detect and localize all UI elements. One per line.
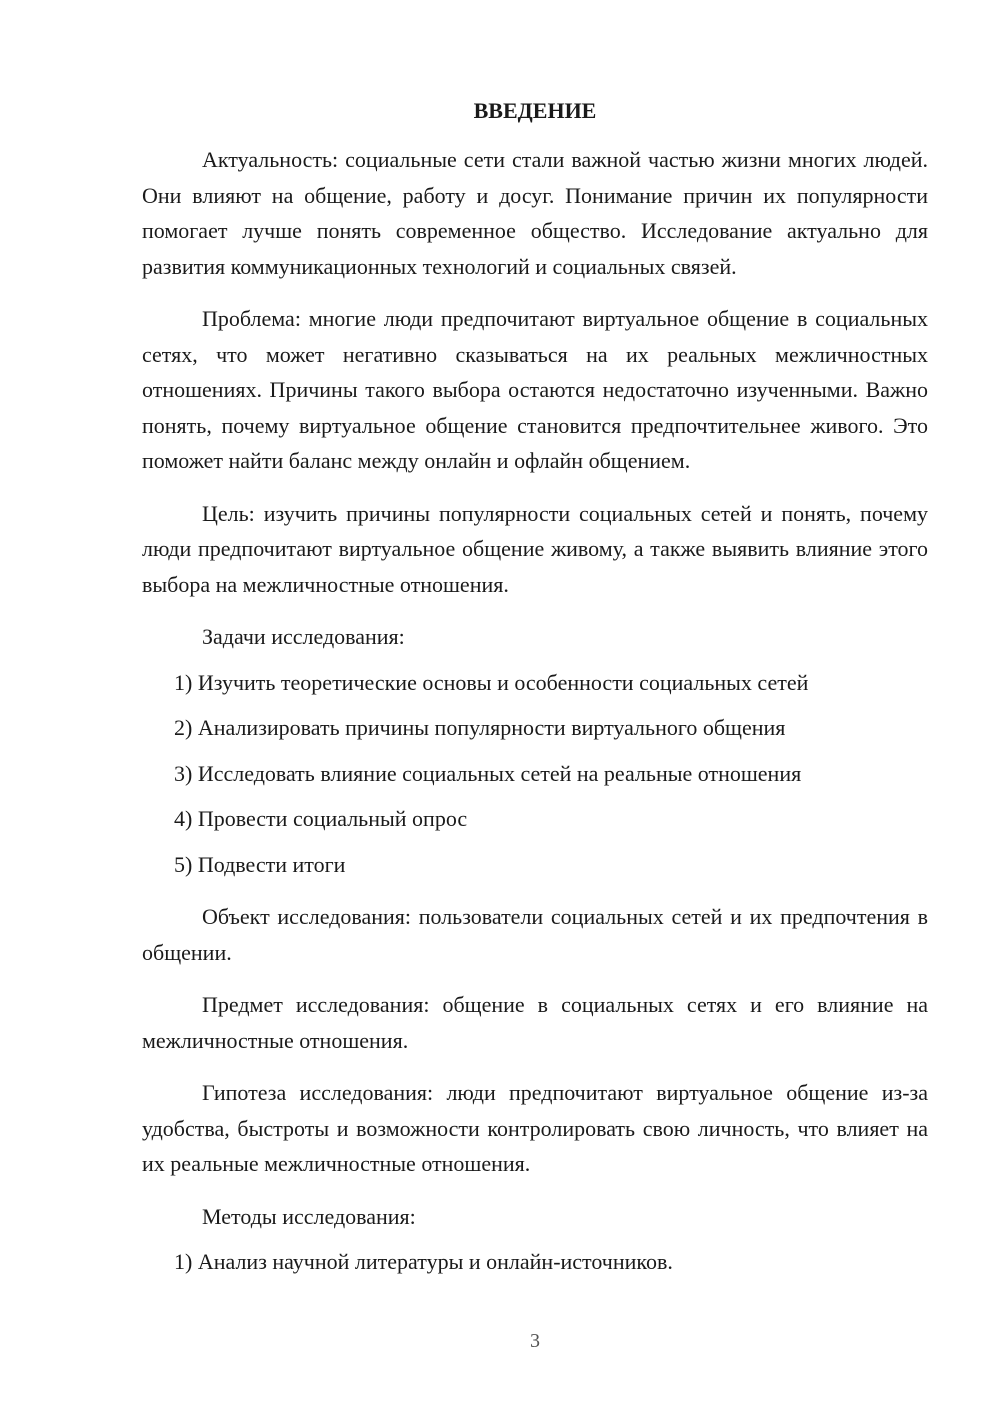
paragraph-subject: Предмет исследования: общение в социальных сетях и его влияние на межличностные отношения. [142,992,928,1053]
paragraph-hypothesis: Гипотеза исследования: люди предпочитают виртуальное общение из-за удобства, быстроты и возможности контролировать свою личность, что влияет на их реальные межличностные отношения. [142,1080,928,1176]
methods-heading: Методы исследования: [202,1203,416,1229]
list-item-method-1: 1) Анализ научной литературы и онлайн-источников. [174,1249,673,1274]
methods-list [142,1244,928,1280]
document-page [142,0,928,1414]
list-item-task-5: 5) Подвести итоги [174,851,346,877]
tasks-heading: Задачи исследования: [202,624,405,649]
tasks-list [142,665,928,883]
paragraph-object: Объект исследования: пользователи социальных сетей и их предпочтения в общении. [142,904,928,965]
paragraph-relevance: Актуальность: социальные сети стали важной частью жизни многих людей. Они влияют на общение, работу и досуг. Понимание причин их популярности помогает лучше понять современное общество. Исследование актуально для развития коммуникационных технологий и социальных связей. [142,147,928,279]
paragraph-problem: Проблема: многие люди предпочитают виртуальное общение в социальных сетях, что может негативно сказываться на их реальных межличностных отношениях. Причины такого выбора остаются недостаточно изученными. Важно понять, почему виртуальное общение становится предпочтительнее живого. Это поможет найти баланс между онлайн и офлайн общением. [142,306,928,473]
list-item-task-3: 3) Исследовать влияние социальных сетей на реальные отношения [174,760,802,786]
list-item-task-2: 2) Анализировать причины популярности виртуального общения [174,715,786,740]
list-item-task-1: 1) Изучить теоретические основы и особенности социальных сетей [174,669,809,695]
page-number: 3 [530,1330,540,1352]
document-body [142,142,928,1290]
page-title: ВВЕДЕНИЕ [473,98,597,123]
paragraph-goal: Цель: изучить причины популярности социальных сетей и понять, почему люди предпочитают виртуальное общение живому, а также выявить влияние этого выбора на межличностные отношения. [142,500,928,597]
list-item-task-4: 4) Провести социальный опрос [174,806,468,831]
